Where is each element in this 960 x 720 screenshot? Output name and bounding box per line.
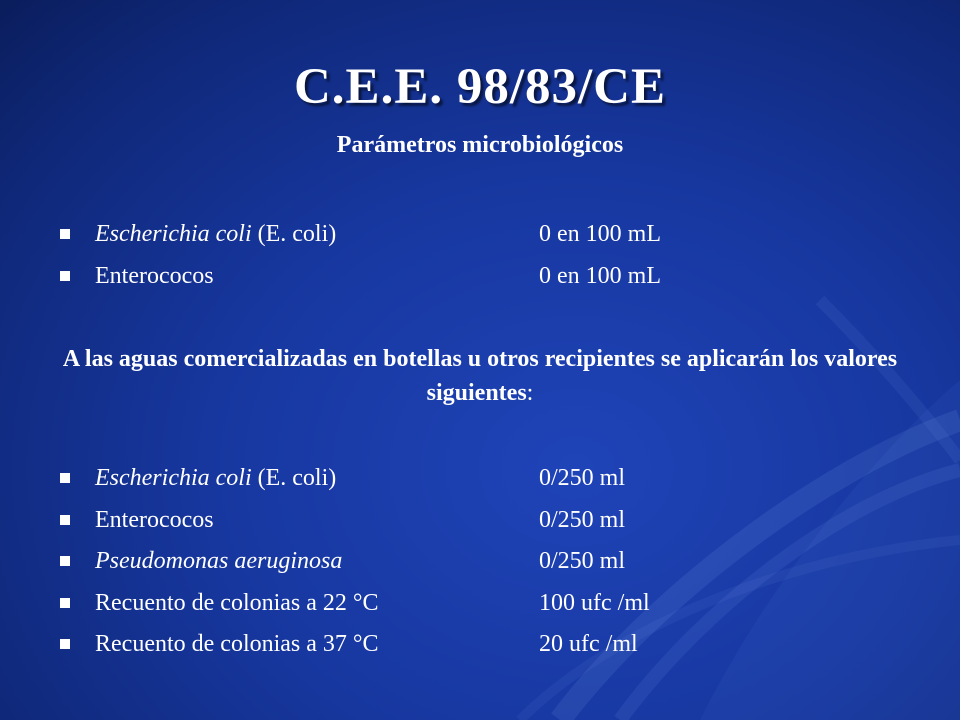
parameter-value: 0/250 ml [539, 548, 626, 574]
parameter-name: Recuento de colonias a 37 °C [95, 631, 379, 657]
square-bullet-icon [60, 271, 70, 281]
parameter-value: 0 en 100 mL [539, 262, 661, 289]
parameter-value: 100 ufc /ml [539, 589, 650, 616]
bottled-water-note: A las aguas comercializadas en botellas u otros recipientes se aplicarán los valores siguientes: [62, 346, 898, 406]
parameter-value: 0 en 100 mL [539, 221, 661, 247]
square-bullet-icon [60, 515, 70, 525]
parameter-value: 0/250 ml [539, 506, 626, 533]
parameter-value: 0/250 ml [539, 465, 626, 491]
square-bullet-icon [60, 598, 70, 608]
slide-title: C.E.E. 98/83/CE [293, 59, 667, 115]
parameter-name: Pseudomonas aeruginosa [95, 548, 343, 574]
square-bullet-icon [60, 473, 70, 483]
square-bullet-icon [60, 556, 70, 566]
parameter-name: Escherichia coli (E. coli) [95, 465, 337, 491]
parameter-name: Enterococos [95, 262, 214, 289]
parameter-name: Escherichia coli (E. coli) [95, 221, 337, 247]
slide-subtitle: Parámetros microbiológicos [336, 132, 624, 158]
square-bullet-icon [60, 639, 70, 649]
parameter-name: Recuento de colonias a 22 °C [95, 589, 379, 616]
parameter-value: 20 ufc /ml [539, 631, 638, 657]
square-bullet-icon [60, 229, 70, 239]
parameter-name: Enterococos [95, 506, 214, 533]
